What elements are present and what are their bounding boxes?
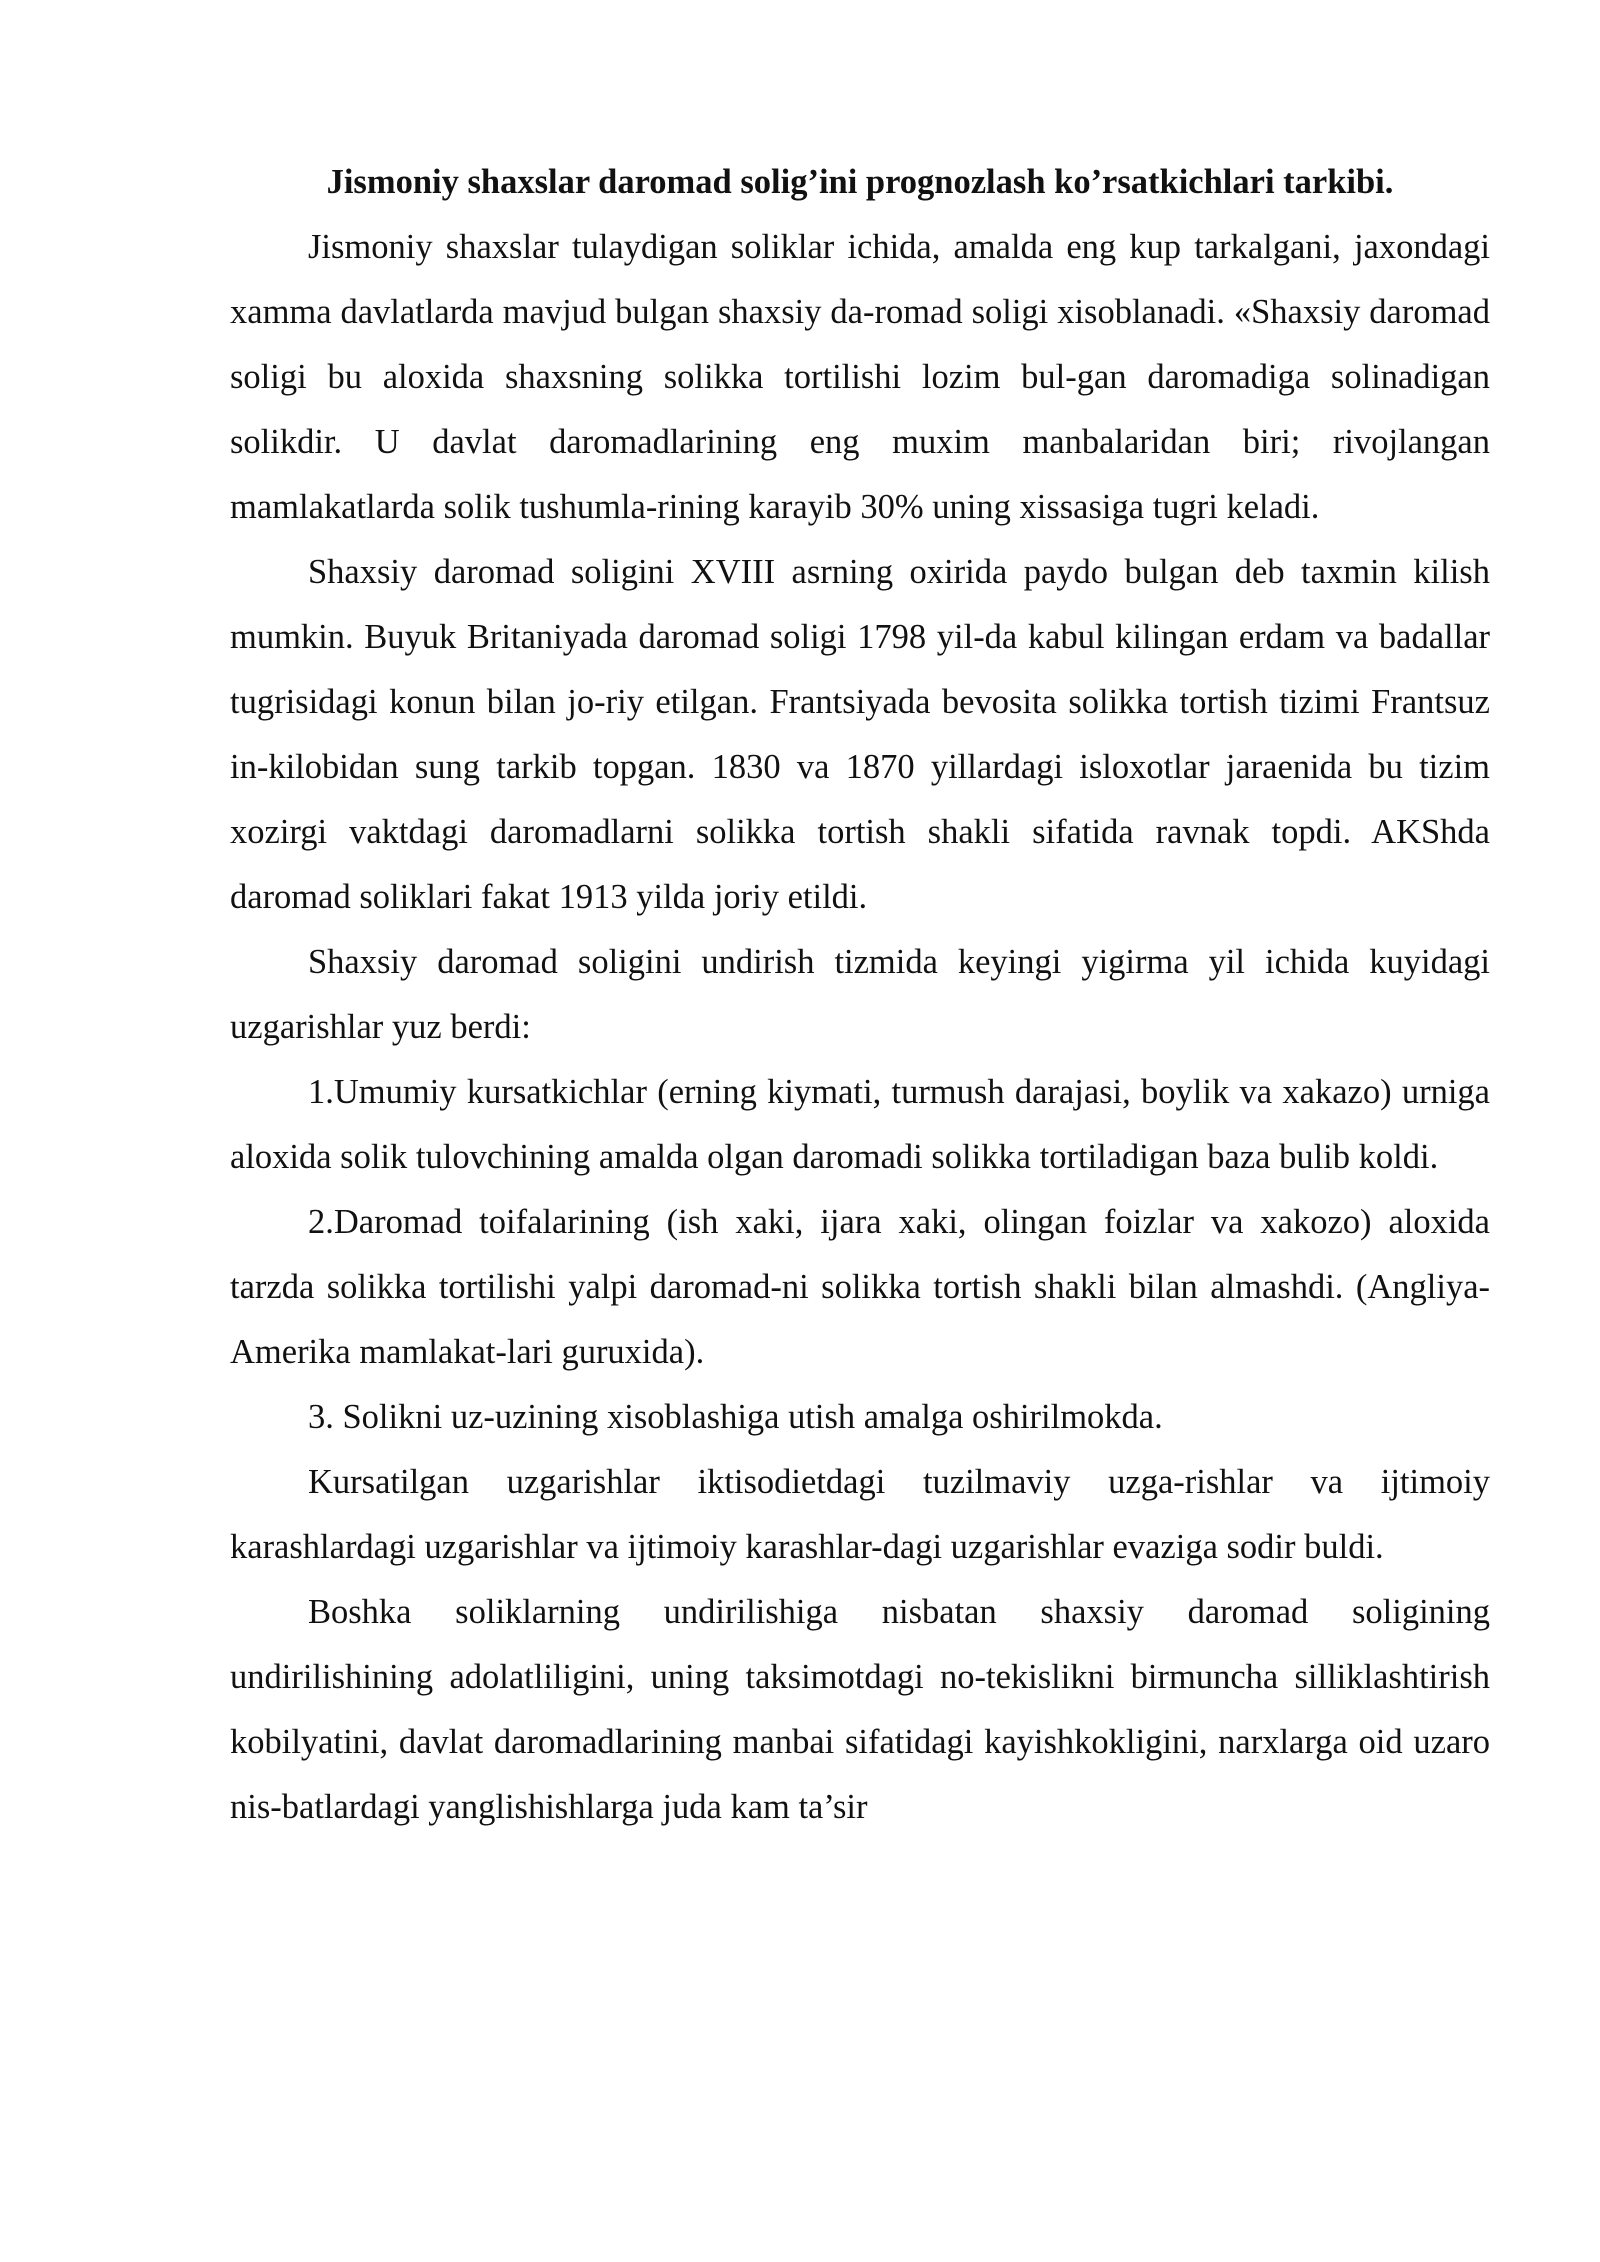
list-item-paragraph: 3. Solikni uz-uzining xisoblashiga utish amalga oshirilmokda. bbox=[308, 1398, 1163, 1436]
document-body bbox=[230, 150, 1490, 1840]
paragraph: Shaxsiy daromad soligini XVIII asrning oxirida paydo bulgan deb taxmin kilish mumkin. Buyuk Britaniyada daromad soligi 1798 yil-da kabul kilingan erdam va badallar tugrisidagi konun bilan jo-riy etilgan. Frantsiyada bevosita solikka tortish tizimi Frantsuz in-kilobidan sung tarkib topgan. 1830 va 1870 yillardagi isloxotlar jaraenida bu tizim xozirgi vaktdagi daromadlarni solikka tortish shakli sifatida ravnak topdi. AKShda daromad soliklari fakat 1913 yilda joriy etildi. bbox=[230, 553, 1490, 916]
list-item-paragraph: 1.Umumiy kursatkichlar (erning kiymati, turmush darajasi, boylik va xakazo) urniga aloxida solik tulovchining amalda olgan daromadi solikka tortiladigan baza bulib koldi. bbox=[230, 1073, 1490, 1176]
paragraph: Kursatilgan uzgarishlar iktisodietdagi tuzilmaviy uzga-rishlar va ijtimoiy karashlardagi uzgarishlar va ijtimoiy karashlar-dagi uzgarishlar evaziga sodir buldi. bbox=[230, 1463, 1490, 1566]
list-item-paragraph: 2.Daromad toifalarining (ish xaki, ijara xaki, olingan foizlar va xakozo) aloxida tarzda solikka tortilishi yalpi daromad-ni solikka tortish shakli bilan almashdi. (Angliya-Amerika mamlakat-lari guruxida). bbox=[230, 1203, 1490, 1371]
paragraph: Jismoniy shaxslar tulaydigan soliklar ichida, amalda eng kup tarkalgani, jaxondagi xamma davlatlarda mavjud bulgan shaxsiy da-romad soligi xisoblanadi. «Shaxsiy daromad soligi bu aloxida shaxsning solikka tortilishi lozim bul-gan daromadiga solinadigan solikdir. U davlat daromadlarining eng muxim manbalaridan biri; rivojlangan mamlakatlarda solik tushumla-rining karayib 30% uning xissasiga tugri keladi. bbox=[230, 228, 1490, 526]
paragraph: Shaxsiy daromad soligini undirish tizmida keyingi yigirma yil ichida kuyidagi uzgarishlar yuz berdi: bbox=[230, 943, 1490, 1046]
paragraph: Boshka soliklarning undirilishiga nisbatan shaxsiy daromad soligining undirilishining adolatliligini, uning taksimotdagi no-tekislikni birmuncha silliklashtirish kobilyatini, davlat daromadlarining manbai sifatidagi kayishkokligini, narxlarga oid uzaro nis-batlardagi yanglishishlarga juda kam ta’sir bbox=[230, 1593, 1490, 1826]
document-title: Jismoniy shaxslar daromad solig’ini prognozlash ko’rsatkichlari tarkibi. bbox=[326, 163, 1394, 201]
